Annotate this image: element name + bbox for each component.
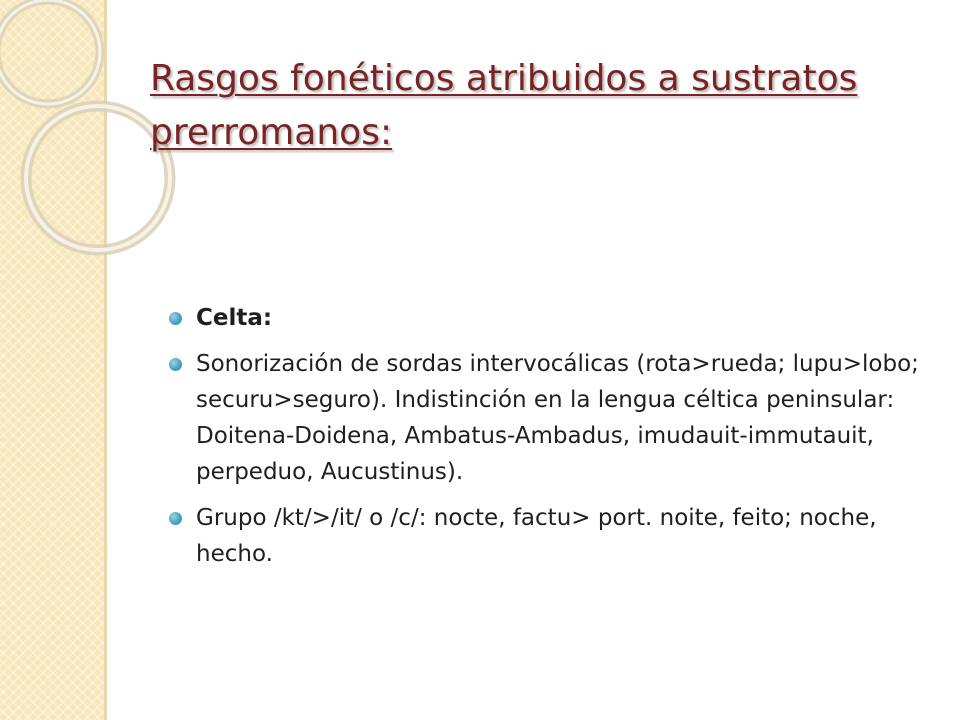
bullet-item-sonorizacion bbox=[165, 346, 925, 490]
bullet-dot-icon bbox=[169, 312, 182, 325]
bullet-list bbox=[165, 300, 925, 582]
bullet-text: Grupo /kt/>/it/ o /c/: nocte, factu> port. noite, feito; noche, hecho. bbox=[196, 505, 877, 567]
bullet-text: Celta: bbox=[196, 305, 273, 331]
bullet-item-grupo-kt bbox=[165, 500, 925, 572]
slide-title: Rasgos fonéticos atribuidos a sustratos prerromanos: bbox=[150, 58, 858, 153]
bullet-item-celta bbox=[165, 300, 925, 336]
bullet-dot-icon bbox=[169, 512, 182, 525]
bullet-text: Sonorización de sordas intervocálicas (rota>rueda; lupu>lobo; securu>seguro). Indistinción en la lengua céltica peninsular: Doitena-Doidena, Ambatus-Ambadus, imudauit-immutauit, perpeduo, Aucustinus). bbox=[196, 351, 919, 485]
bullet-dot-icon bbox=[169, 358, 182, 371]
